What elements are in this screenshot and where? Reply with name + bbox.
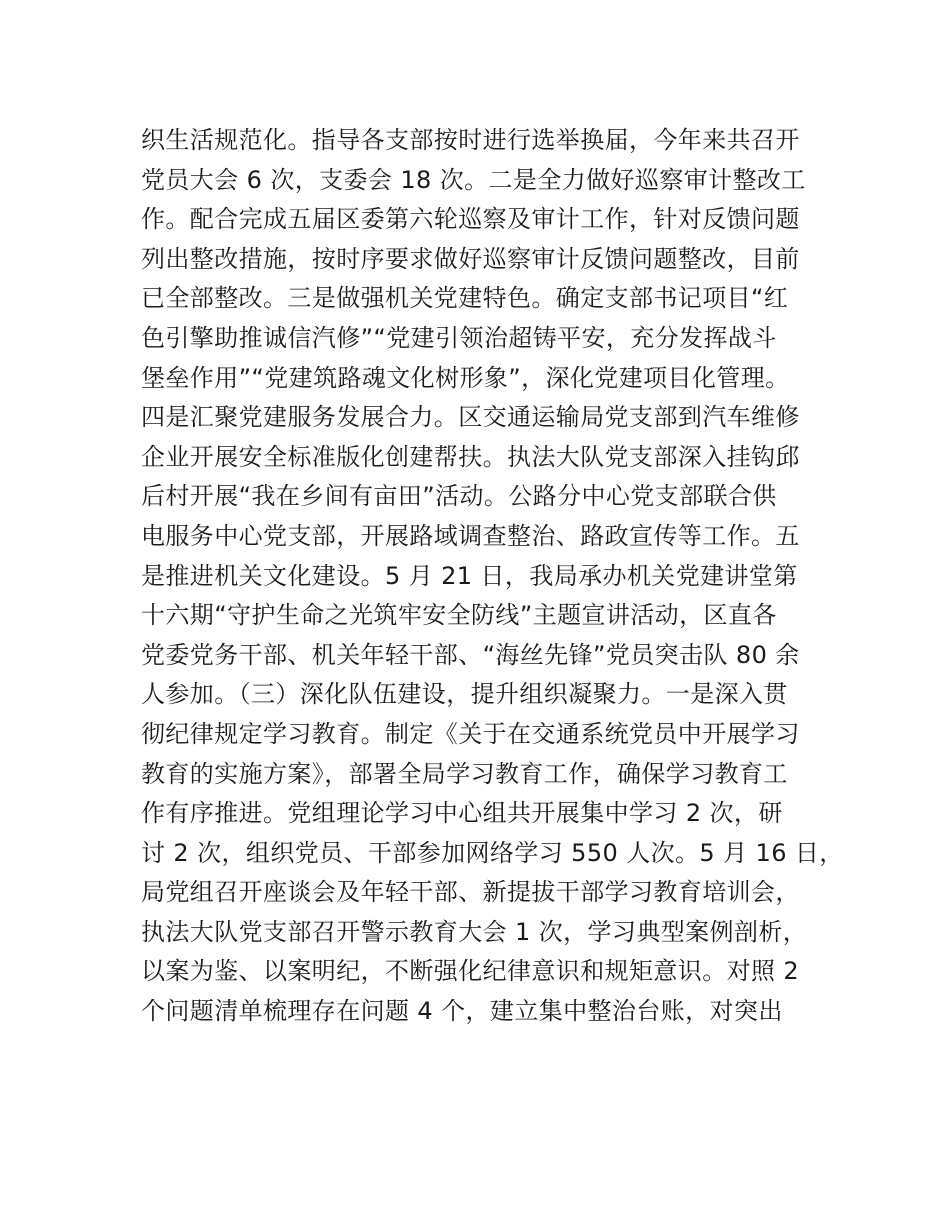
text-line: 党员大会 6 次，支委会 18 次。二是全力做好巡察审计整改工 <box>141 165 806 194</box>
text-line: 局党组召开座谈会及年轻干部、新提拔干部学习教育培训会， <box>141 878 800 907</box>
text-line: 讨 2 次，组织党员、干部参加网络学习 550 人次。5 月 16 日， <box>141 838 844 867</box>
text-line: 电服务中心党支部，开展路域调查整治、路政宣传等工作。五 <box>141 521 800 550</box>
text-line: 个问题清单梳理存在问题 4 个，建立集中整治台账，对突出 <box>141 997 783 1026</box>
text-line: 彻纪律规定学习教育。制定《关于在交通系统党员中开展学习 <box>141 719 800 748</box>
text-line: 四是汇聚党建服务发展合力。区交通运输局党支部到汽车维修 <box>141 403 800 432</box>
text-line: 教育的实施方案》，部署全局学习教育工作，确保学习教育工 <box>141 759 788 788</box>
text-line: 后村开展“我在乡间有亩田”活动。公路分中心党支部联合供 <box>141 482 777 511</box>
text-line: 十六期“守护生命之光筑牢安全防线”主题宣讲活动，区直各 <box>141 601 777 630</box>
text-line: 堡垒作用”“党建筑路魂文化树形象”，深化党建项目化管理。 <box>141 363 790 392</box>
body-paragraph <box>141 121 844 1032</box>
text-line: 作。配合完成五届区委第六轮巡察及审计工作，针对反馈问题 <box>141 205 800 234</box>
text-line: 党委党务干部、机关年轻干部、“海丝先锋”党员突击队 80 余 <box>141 640 800 669</box>
text-line: 织生活规范化。指导各支部按时进行选举换届，今年来共召开 <box>141 126 800 154</box>
text-line: 作有序推进。党组理论学习中心组共开展集中学习 2 次，研 <box>141 799 783 828</box>
text-line: 企业开展安全标准版化创建帮扶。执法大队党支部深入挂钩邱 <box>141 442 800 471</box>
text-line: 色引擎助推诚信汽修”“党建引领治超铸平安，充分发挥战斗 <box>141 323 777 352</box>
text-line: 以案为鉴、以案明纪，不断强化纪律意识和规矩意识。对照 2 <box>141 957 800 986</box>
text-line: 执法大队党支部召开警示教育大会 1 次，学习典型案例剖析， <box>141 917 808 946</box>
text-line: 已全部整改。三是做强机关党建特色。确定支部书记项目“红 <box>141 284 789 313</box>
text-line: 是推进机关文化建设。5 月 21 日，我局承办机关党建讲堂第 <box>141 561 798 590</box>
text-line: 人参加。（三）深化队伍建设，提升组织凝聚力。一是深入贯 <box>141 680 788 709</box>
text-line: 列出整改措施，按时序要求做好巡察审计反馈问题整改，目前 <box>141 244 800 273</box>
